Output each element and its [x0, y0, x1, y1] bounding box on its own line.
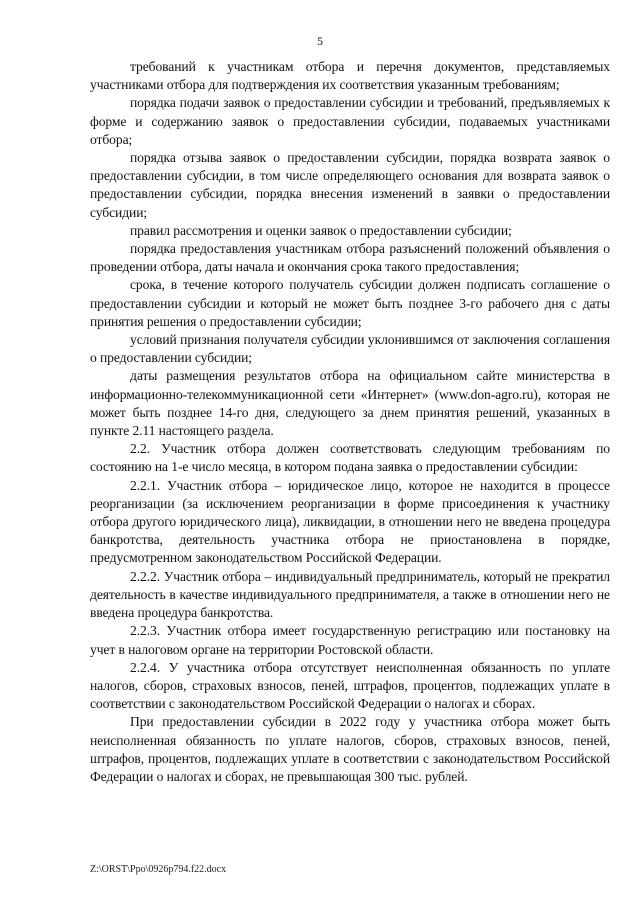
- paragraph-2022-exception: При предоставлении субсидии в 2022 году у участника отбора может быть неисполненная обязанность по уплате налогов, сборов, страховых взносов, пеней, штрафов, процентов, подлежащих уплате в соответствии с законодательством Российской Федерации о налогах и сборах, не превышающая 300 тыс. рублей.: [90, 714, 610, 784]
- paragraph-clarifications: порядка предоставления участникам отбора разъяснений положений объявления о проведении отбора, даты начала и окончания срока такого предоставления;: [90, 241, 610, 275]
- paragraph-signing-deadline: срока, в течение которого получатель субсидии должен подписать соглашение о предоставлении субсидии и который не может быть позднее 3-го рабочего дня с даты принятия решения о предоставлении субсидии;: [90, 277, 610, 329]
- paragraph-evasion-conditions: условий признания получателя субсидии уклонившимся от заключения соглашения о предоставлении субсидии;: [90, 332, 610, 366]
- paragraph-2-2-4: 2.2.4. У участника отбора отсутствует неисполненная обязанность по уплате налогов, сборов, страховых взносов, пеней, штрафов, процентов, подлежащих уплате в соответствии с законодательством Российской Федерации о налогах и сборах.: [90, 659, 610, 712]
- paragraph-review-rules: правил рассмотрения и оценки заявок о предоставлении субсидии;: [130, 222, 512, 238]
- document-body: [90, 58, 610, 786]
- page-number: 5: [317, 34, 323, 48]
- document-file-path: Z:\ORST\Ppo\0926p794.f22.docx: [90, 864, 227, 875]
- paragraph-requirements: требований к участникам отбора и перечня документов, представляемых участниками отбора для подтверждения их соответствия указанным требованиям;: [90, 59, 610, 93]
- paragraph-submission-order: порядка подачи заявок о предоставлении субсидии и требований, предъявляемых к форме и содержанию заявок о предоставлении субсидии, подаваемых участниками отбора;: [90, 95, 610, 147]
- paragraph-2-2: 2.2. Участник отбора должен соответствовать следующим требованиям по состоянию на 1-е число месяца, в котором подана заявка о предоставлении субсидии:: [90, 441, 610, 475]
- paragraph-2-2-1: 2.2.1. Участник отбора – юридическое лицо, которое не находится в процессе реорганизации (за исключением реорганизации в форме присоединения к участнику отбора другого юридического лица), ликвидации, в отношении него не введена процедура банкротства, деятельность участника отбора не приостановлена в порядке, предусмотренном законодательством Российской Федерации.: [90, 477, 610, 566]
- paragraph-2-2-3: 2.2.3. Участник отбора имеет государственную регистрацию или постановку на учет в налоговом органе на территории Ростовской области.: [90, 623, 610, 657]
- paragraph-2-2-2: 2.2.2. Участник отбора – индивидуальный предприниматель, который не прекратил деятельность в качестве индивидуального предпринимателя, а также в отношении него не введена процедура банкротства.: [90, 568, 610, 621]
- paragraph-withdrawal-order: порядка отзыва заявок о предоставлении субсидии, порядка возврата заявок о предоставлении субсидии, в том числе определяющего основания для возврата заявок о предоставлении субсидии, порядка внесения изменений в заявки о предоставлении субсидии;: [90, 150, 610, 220]
- paragraph-results-publication: даты размещения результатов отбора на официальном сайте министерства в информационно-телекоммуникационной сети «Интернет» (www.don-agro.ru), которая не может быть позднее 14-го дня, следующего за днем принятия решений, указанных в пункте 2.11 настоящего раздела.: [90, 368, 610, 439]
